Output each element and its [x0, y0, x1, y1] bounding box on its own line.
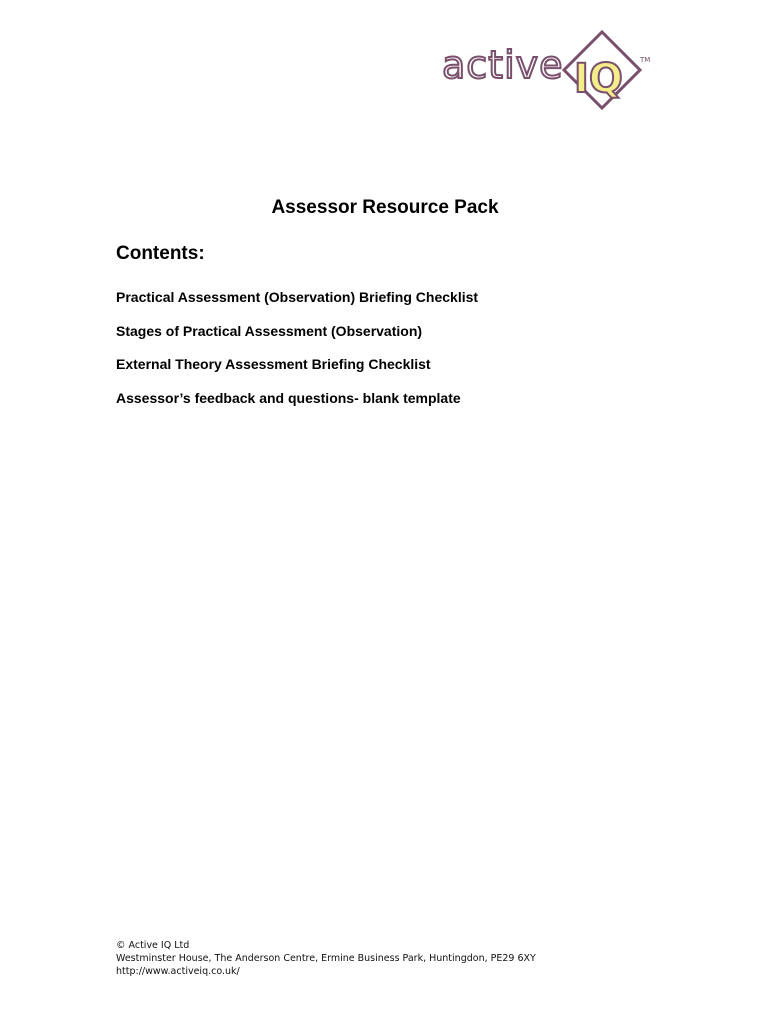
- document-title: Assessor Resource Pack: [271, 197, 499, 218]
- contents-item: External Theory Assessment Briefing Checklist: [116, 356, 431, 372]
- active-iq-logo-graphic: [440, 30, 670, 115]
- footer: [116, 939, 536, 978]
- footer-address: Westminster House, The Anderson Centre, Ermine Business Park, Huntingdon, PE29 6XY: [116, 953, 536, 964]
- contents-item: Stages of Practical Assessment (Observation): [116, 322, 423, 339]
- logo-wordmark: active: [442, 43, 564, 87]
- logo-trademark: TM: [640, 56, 651, 64]
- contents-item: Practical Assessment (Observation) Briefing Checklist: [116, 289, 479, 305]
- footer-copyright: © Active IQ Ltd: [116, 940, 190, 951]
- contents-list: [116, 288, 478, 422]
- footer-url: http://www.activeiq.co.uk/: [116, 966, 240, 977]
- contents-heading: Contents:: [116, 243, 205, 264]
- active-iq-logo: [440, 30, 670, 115]
- contents-item: Assessor’s feedback and questions- blank template: [116, 389, 461, 406]
- logo-iq-mark: IQ: [574, 56, 623, 102]
